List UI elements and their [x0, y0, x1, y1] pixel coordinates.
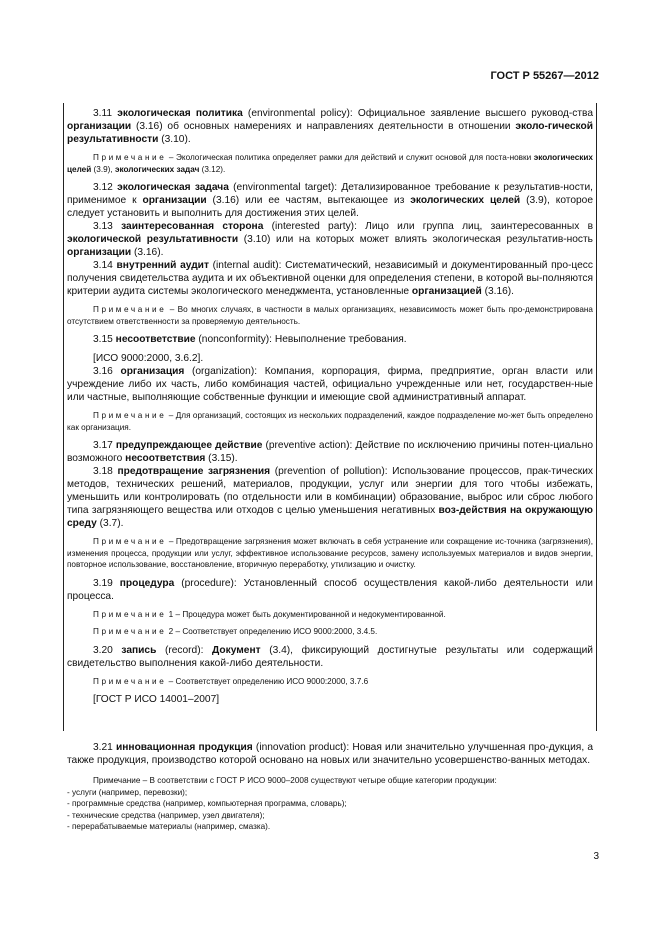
definition-text: (procedure): Установленный способ осуществления какой-либо деятельности или процесса. — [67, 577, 593, 602]
clause-number: 3.13 — [93, 221, 122, 232]
note-label: Примечание — [93, 537, 167, 546]
note-3-20 — [67, 676, 593, 688]
definition-3-12 — [67, 181, 593, 220]
note-text: – Соответствует определению ИСО 9000:2000, 3.7.6 — [166, 676, 369, 686]
term-ref: организации — [67, 247, 132, 258]
definition-text: (organization): Компания, корпорация, фирма, предприятие, орган власти или учреждение либо их часть, либо комбинация частей, официально учрежденные или нет, государствен-ные или частные, выполняющие собственные функции и имеющие свой административный аппарат. — [67, 366, 593, 403]
clause-number: 3.18 — [93, 466, 118, 477]
clause-number: 3.15 — [93, 334, 116, 345]
definition-text: (innovation product): Новая или значительно улучшенная про-дукция, а также продукция, производство которой основано на новых или значительно усовершенство-ванных методах. — [67, 742, 593, 766]
note-label: Примечание — [93, 676, 167, 686]
term-ref: эколо-гической результативности — [67, 121, 593, 145]
definition-text: (environmental policy): Официальное заявление высшего руковод-ства — [242, 108, 593, 119]
note-label: Примечание — [93, 627, 167, 636]
definition-text: (record): — [156, 644, 213, 656]
list-item: - перерабатываемые материалы (например, смазка). — [67, 822, 271, 831]
clause-number: 3.21 — [93, 742, 117, 753]
definition-3-21-block — [63, 741, 597, 833]
reference-gost-14001: [ГОСТ Р ИСО 14001–2007] — [93, 694, 220, 705]
term: организация — [120, 366, 185, 377]
clause-number: 3.12 — [93, 182, 118, 193]
definition-text: (prevention of pollution): Использование процессов, прак-тических методов, технических решений, материалов, продукции, услуг или энергии для того чтобы избежать, уменьшить или контролировать (по отдельности или в комбинации) образование, выброс или сброс любого типа загрязняющего вещества или отходов с целью уменьшения негативных — [67, 466, 593, 516]
term: инновационная продукция — [116, 742, 253, 753]
definition-3-11 — [67, 107, 593, 146]
definition-3-19 — [67, 577, 593, 603]
term-ref: организации — [142, 195, 207, 206]
term-ref: организацией — [411, 286, 482, 297]
term: заинтересованная сторона — [121, 221, 264, 232]
term-ref: Документ — [212, 644, 261, 656]
note-3-18 — [67, 536, 593, 571]
note-3-19-2 — [67, 626, 593, 638]
note-3-11 — [67, 152, 593, 175]
definition-3-16 — [67, 365, 593, 404]
definition-text: (nonconformity): Невыполнение требования. — [195, 334, 407, 345]
quoted-definitions — [63, 107, 597, 706]
definition-text: (3.15). — [205, 453, 238, 464]
definition-text: (3.16). — [481, 286, 515, 297]
definition-text: (interested party): Лицо или группа лиц, заинтересованных в — [263, 221, 594, 232]
term-ref: экологических целей — [410, 195, 521, 206]
list-item: - услуги (например, перевозки); — [67, 787, 188, 797]
definition-text: (preventive action): Действие по исключению причины потен-циально возможного — [67, 440, 593, 464]
term: предотвращение загрязнения — [117, 466, 271, 477]
note-text: (3.12). — [199, 164, 226, 174]
note-text: 1 – Процедура может быть документированной и недокументированной. — [166, 609, 446, 619]
note-text: – Экологическая политика определяет рамки для действий и служит основой для поста-новки — [166, 153, 534, 162]
note-text: – Для организаций, состоящих из нескольких подразделений, каждое подразделение мо-жет быть определено как организация. — [67, 411, 593, 432]
note-label: Примечание — [93, 609, 167, 619]
definition-3-13 — [67, 220, 593, 259]
term-ref: воз-действия на окружающую среду — [67, 505, 593, 529]
term-ref: организации — [67, 121, 132, 132]
definition-text: (3.16) об основных намерениях и направлениях деятельности в отношении — [131, 121, 516, 132]
note-text: – Предотвращение загрязнения может включать в себя устранение или сокращение ис-точника (загрязнения), изменения процесса, продукции или услуг, эффективное использование ресурсов, замену используемых материалов и видов энергии, повторное использование, восстановление, вторичную переработку, утилизацию и очистку. — [67, 537, 593, 569]
note-text: 2 – Соответствует определению ИСО 9000:2000, 3.4.5. — [166, 627, 378, 636]
note-3-14 — [67, 304, 593, 327]
note-3-21-intro: Примечание – В соответствии с ГОСТ Р ИСО 9000–2008 существуют четыре общие категории продукции: — [93, 776, 497, 785]
term: несоответствие — [115, 334, 196, 345]
note-3-16 — [67, 410, 593, 433]
definition-text: (3.10) или на которых может влиять экологическая результатив-ность — [238, 234, 593, 245]
note-label: Примечание — [93, 153, 167, 162]
term: запись — [121, 644, 157, 656]
definition-3-17 — [67, 439, 593, 465]
list-item: - технические средства (например, узел двигателя); — [67, 810, 265, 820]
clause-number: 3.16 — [93, 366, 121, 377]
note-text: – Во многих случаях, в частности в малых организациях, независимость может быть про-демонстрирована отсутствием ответственности за проверяемую деятельность. — [67, 305, 593, 326]
definition-text: (3.16). — [131, 247, 164, 258]
clause-number: 3.14 — [93, 260, 117, 271]
term-ref: экологической результативности — [67, 234, 239, 245]
clause-number: 3.11 — [93, 108, 118, 119]
reference-3-15: [ИСО 9000:2000, 3.6.2]. — [93, 353, 204, 364]
note-3-19-1 — [67, 609, 593, 621]
definition-3-18 — [67, 465, 593, 530]
note-text: (3.9), — [91, 164, 115, 174]
definition-3-14 — [67, 259, 593, 298]
definition-text: (3.7). — [96, 518, 124, 529]
term-ref: несоответствия — [125, 453, 206, 464]
term: экологическая задача — [117, 182, 229, 193]
definition-3-21 — [67, 741, 593, 767]
clause-number: 3.17 — [93, 440, 116, 451]
definition-text: (3.9), которое следует установить и выполнить для достижения этих целей. — [67, 195, 593, 219]
term-ref: экологических задач — [114, 164, 200, 174]
term: экологическая политика — [117, 108, 243, 119]
term: процедура — [119, 577, 175, 589]
term: предупреждающее действие — [115, 440, 263, 451]
page-number: 3 — [593, 851, 599, 862]
note-label: Примечание — [93, 305, 167, 314]
definition-text: (3.10). — [158, 134, 191, 145]
note-label: Примечание — [93, 411, 167, 420]
document-code: ГОСТ Р 55267—2012 — [490, 70, 599, 82]
clause-number: 3.20 — [93, 644, 122, 656]
list-item: - программные средства (например, компьютерная программа, словарь); — [67, 799, 347, 808]
definition-3-15 — [67, 333, 593, 346]
term-ref: экологических целей — [67, 153, 593, 174]
definition-text: (environmental target): Детализированное требование к результатив-ности, применимое к — [67, 182, 593, 206]
definition-text: (3.16) или ее частям, вытекающее из — [206, 195, 411, 206]
definition-text: (3.4), фиксирующий достигнутые результаты или содержащий свидетельство выполнения какой-либо деятельности. — [67, 644, 593, 669]
definition-3-20 — [67, 644, 593, 670]
clause-number: 3.19 — [93, 577, 120, 589]
term: внутренний аудит — [116, 260, 209, 271]
definition-text: (internal audit): Систематический, независимый и документированный про-цесс получения свидетельства аудита и их объективной оценки для определения степени, в которой вы-полняются критерии аудита системы экологического менеджмента, установленные — [67, 260, 593, 297]
